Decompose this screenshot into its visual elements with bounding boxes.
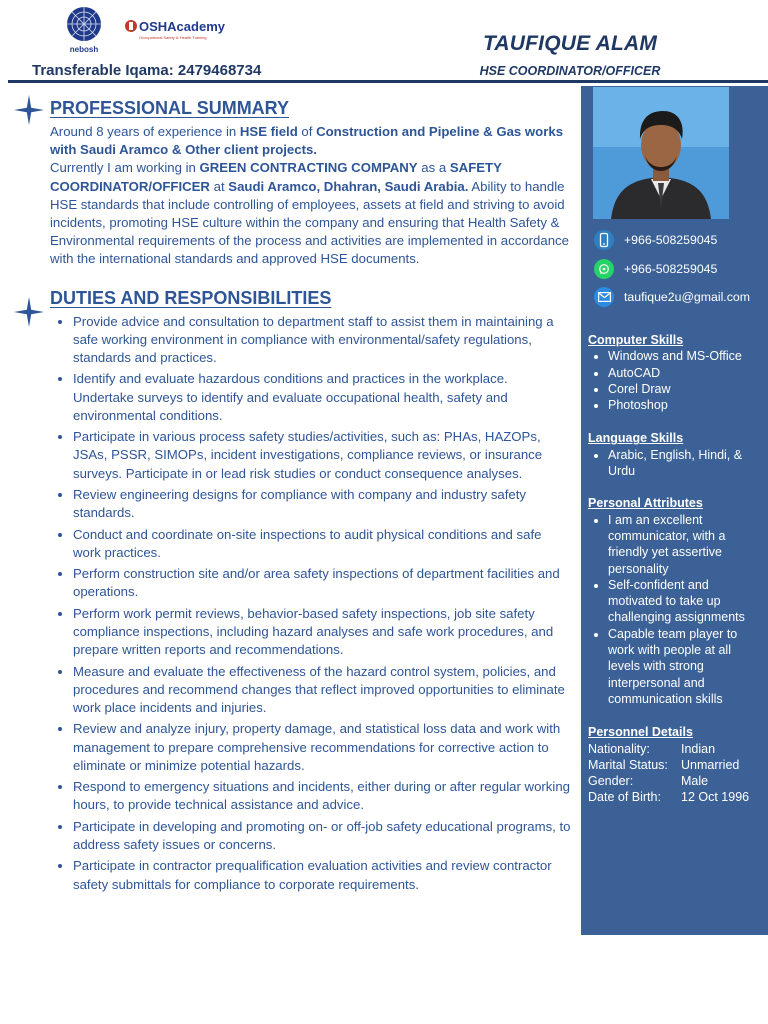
computer-skills-heading: Computer Skills bbox=[588, 333, 684, 347]
summary-paragraph-1 bbox=[50, 123, 572, 159]
computer-skill-item: • Windows and MS-Office bbox=[608, 348, 764, 364]
header-divider bbox=[8, 80, 768, 83]
summary-bold: Saudi Aramco, Dhahran, Saudi Arabia. bbox=[228, 178, 469, 194]
oshacademy-logo bbox=[124, 14, 225, 46]
duty-item: • Perform work permit reviews, behavior-based safety inspections, job site safety compliance inspections, including hazard analyses and safe work procedures, and prepare written reports and recommendations. bbox=[73, 605, 572, 660]
personal-attributes-list bbox=[588, 512, 764, 708]
contact-whatsapp bbox=[594, 258, 766, 280]
summary-heading: PROFESSIONAL SUMMARY bbox=[50, 98, 290, 118]
personnel-label: Gender: bbox=[588, 774, 634, 789]
summary-paragraph-2 bbox=[50, 159, 572, 268]
computer-skill-item: • AutoCAD bbox=[608, 365, 764, 381]
personnel-row bbox=[588, 789, 764, 805]
duties-list bbox=[50, 313, 572, 894]
duty-item: • Perform construction site and/or area safety inspections of department facilities and operations. bbox=[73, 565, 572, 601]
email-icon bbox=[594, 287, 614, 307]
duty-item: • Participate in various process safety studies/activities, such as: PHAs, HAZOPs, JSAs, PSSR, SIMOPs, incident investigations, compliance reviews, or insurance surveys. Participate in or lead risk studies or conduct consequence analyses. bbox=[73, 428, 572, 483]
contact-mobile bbox=[594, 229, 766, 251]
personnel-row bbox=[588, 741, 764, 757]
mobile-phone-icon bbox=[594, 230, 614, 250]
whatsapp-number[interactable]: +966-508259045 bbox=[624, 262, 718, 276]
language-skill-item: • Arabic, English, Hindi, & Urdu bbox=[608, 447, 764, 480]
summary-text: at bbox=[209, 178, 229, 194]
duty-item: • Review and analyze injury, property damage, and statistical loss data and work with management to prepare comprehensive recommendations for corrective action to eliminate or minimize potential hazards. bbox=[73, 720, 572, 775]
summary-text: Around 8 years of experience in bbox=[50, 124, 240, 139]
duties-heading: DUTIES AND RESPONSIBILITIES bbox=[50, 287, 332, 308]
personal-attributes-heading: Personal Attributes bbox=[588, 496, 703, 511]
email-address[interactable]: taufique2u@gmail.com bbox=[624, 290, 750, 304]
main-column bbox=[50, 96, 572, 897]
duty-item: • Provide advice and consultation to department staff to assist them in maintaining a safe working environment in compliance with environmental/safety regulations, standards and practices. bbox=[73, 313, 572, 368]
candidate-name: TAUFIQUE ALAM bbox=[482, 32, 658, 55]
duty-item: • Participate in developing and promoting on- or off-job safety educational programs, to address safety issues or concerns. bbox=[73, 818, 572, 854]
language-skills-heading: Language Skills bbox=[588, 431, 684, 446]
iqama-number: Transferable Iqama: 2479468734 bbox=[32, 62, 262, 79]
summary-text: Currently I am working in bbox=[50, 160, 200, 176]
personal-attribute-item: • Capable team player to work with people at all levels with strong interpersonal and communication skills bbox=[608, 626, 764, 707]
whatsapp-icon bbox=[594, 259, 614, 279]
computer-skill-item: • Photoshop bbox=[608, 397, 764, 413]
personnel-row bbox=[588, 757, 764, 773]
personnel-label: Nationality: bbox=[588, 741, 650, 756]
computer-skill-item: • Corel Draw bbox=[608, 381, 764, 397]
oshacademy-logo-text: OSHAcademy bbox=[139, 19, 225, 34]
nebosh-logo bbox=[64, 6, 104, 54]
profile-photo bbox=[593, 87, 729, 219]
computer-skills-list bbox=[588, 348, 764, 413]
personnel-value: Indian bbox=[681, 741, 716, 756]
duties-section bbox=[50, 286, 572, 894]
professional-summary bbox=[50, 96, 572, 269]
personnel-value: Unmarried bbox=[681, 757, 740, 772]
oshacademy-logo-tagline: Occupational Safety & Health Training bbox=[139, 35, 207, 40]
summary-text: of bbox=[297, 124, 317, 139]
duty-item: • Measure and evaluate the effectiveness of the hazard control system, policies, and procedures and recommend changes that reflect improved opportunities to eliminate work place incidents and injuries. bbox=[73, 663, 572, 718]
sidebar-details bbox=[588, 332, 764, 806]
personal-attribute-item: • Self-confident and motivated to take up challenging assignments bbox=[608, 577, 764, 626]
duty-item: • Review engineering designs for compliance with company and industry safety standards. bbox=[73, 486, 572, 522]
personnel-details-heading: Personnel Details bbox=[588, 725, 693, 740]
summary-bold: SAFETY COORDINATOR/OFFICER bbox=[50, 160, 502, 194]
duty-item: • Identify and evaluate hazardous conditions and practices in the workplace. Undertake surveys to identify and evaluate occupational health, safety and environmental conditions. bbox=[73, 370, 572, 425]
personnel-value: Male bbox=[681, 774, 709, 789]
duty-item: • Conduct and coordinate on-site inspections to audit physical conditions and safe work practices. bbox=[73, 526, 572, 562]
personnel-label: Marital Status: bbox=[588, 757, 668, 772]
nebosh-logo-text: nebosh bbox=[69, 45, 99, 54]
personnel-value: 12 Oct 1996 bbox=[681, 790, 750, 805]
mobile-number[interactable]: +966-508259045 bbox=[624, 233, 718, 247]
personnel-label: Date of Birth: bbox=[588, 790, 661, 805]
summary-bold: GREEN CONTRACTING COMPANY bbox=[199, 160, 418, 176]
sparkle-icon bbox=[14, 95, 44, 125]
summary-bold: HSE field bbox=[239, 124, 298, 139]
contact-email bbox=[594, 286, 766, 308]
summary-bold: Construction and Pipeline & Gas works with Saudi Aramco & Other client projects. bbox=[50, 124, 564, 158]
sparkle-icon bbox=[14, 297, 44, 327]
language-skills-list bbox=[588, 447, 764, 480]
duty-item: • Participate in contractor prequalification evaluation activities and review contractor safety submittals for compliance to corporate requirements. bbox=[73, 857, 572, 893]
candidate-role: HSE COORDINATOR/OFFICER bbox=[479, 64, 661, 78]
personnel-row bbox=[588, 773, 764, 789]
duty-item: • Respond to emergency situations and incidents, either during or after regular working hours, to provide technical assistance and advice. bbox=[73, 778, 572, 814]
summary-text: Ability to handle HSE standards that include controlling of employees, assets at field and striving to avoid incidents, promoting HSE culture within the company and ensuring that Health Safety & Environmental requirements of the process and activities are implemented in accordance with the international standards and approved HSE documents. bbox=[50, 178, 569, 267]
summary-text: as a bbox=[417, 160, 450, 176]
personal-attribute-item: • I am an excellent communicator, with a friendly yet assertive personality bbox=[608, 512, 764, 577]
